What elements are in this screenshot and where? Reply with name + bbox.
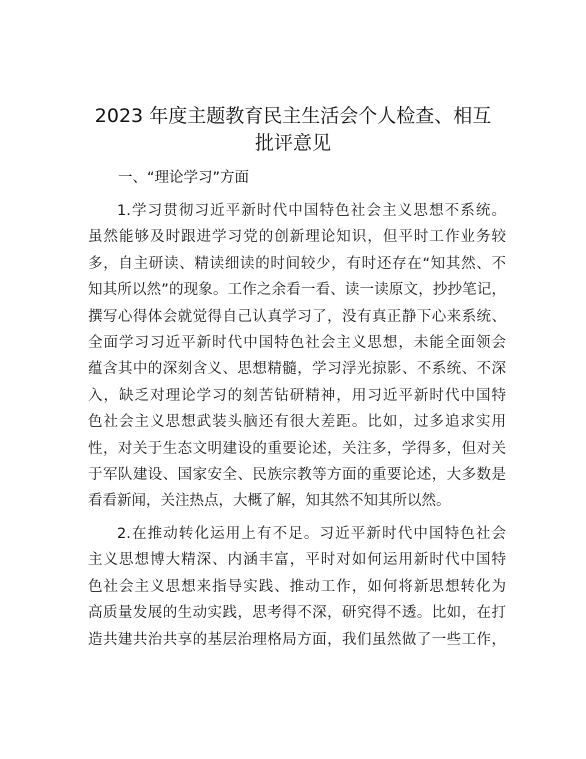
paragraph-1-line: 色社会主义思想武装头脑还有很大差距。比如，过多追求实用	[88, 414, 506, 431]
paragraph-1-line: 撰写心得体会就觉得自己认真学习了，没有真正静下心来系统、	[88, 308, 506, 325]
paragraph-1-line: 全面学习习近平新时代中国特色社会主义思想，未能全面领会	[88, 335, 506, 352]
document-title	[80, 103, 506, 157]
paragraph-1-line: 蕴含其中的深刻含义、思想精髓，学习浮光掠影、不系统、不深	[88, 361, 506, 378]
paragraph-2-line: 高质量发展的生动实践，思考得不深，研究得不透。比如，在打	[88, 605, 506, 622]
paragraph-1-line: 入，缺乏对理论学习的刻苦钻研精神，用习近平新时代中国特	[88, 387, 506, 404]
paragraph-1-line: 1.学习贯彻习近平新时代中国特色社会主义思想不系统。	[117, 203, 506, 219]
paragraph-1-line: 于军队建设、国家安全、民族宗教等方面的重要论述，大多数是	[88, 467, 506, 484]
paragraph-2-line: 2.在推动转化运用上有不足。习近平新时代中国特色社会	[117, 526, 506, 542]
paragraph-2-line: 色社会主义思想来指导实践、推动工作，如何将新思想转化为	[88, 578, 506, 595]
paragraph-2	[88, 521, 506, 653]
paragraph-1-line: 看看新闻，关注热点，大概了解，知其然不知其所以然。	[88, 493, 451, 510]
paragraph-1-line: 性，对关于生态文明建设的重要论述，关注多，学得多，但对关	[88, 440, 506, 457]
title-line-1: 2023 年度主题教育民主生活会个人检查、相互	[94, 105, 492, 127]
paragraph-2-line: 主义思想博大精深、内涵丰富，平时对如何运用新时代中国特	[88, 552, 506, 569]
paragraph-1-line: 虽然能够及时跟进学习党的创新理论知识，但平时工作业务较	[88, 229, 506, 246]
title-line-2: 批评意见	[254, 132, 331, 154]
paragraph-2-line: 造共建共治共享的基层治理格局方面，我们虽然做了一些工作，	[88, 631, 506, 648]
paragraph-1-line: 知其所以然”的现象。工作之余看一看、读一读原文，抄抄笔记，	[88, 282, 506, 299]
paragraph-1	[88, 198, 506, 515]
section-heading-theory-study: 一、“理论学习”方面	[118, 170, 250, 186]
paragraph-1-line: 多，自主研读、精读细读的时间较少，有时还存在“知其然、不	[88, 255, 506, 272]
